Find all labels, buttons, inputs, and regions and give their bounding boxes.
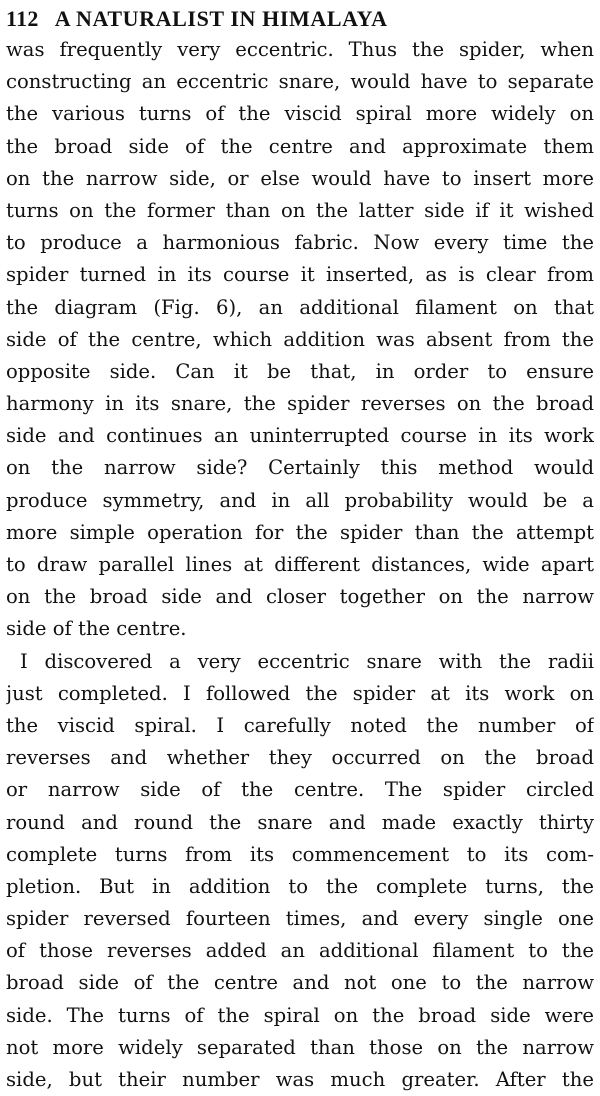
text-line: side of the centre. bbox=[6, 617, 187, 641]
text-line: just completed. I followed the spider at its work on bbox=[6, 681, 594, 705]
running-title: A NATURALIST IN HIMALAYA bbox=[54, 6, 388, 31]
text-line: on the broad side and closer together on the narrow bbox=[6, 585, 594, 609]
text-line: harmony in its snare, the spider reverses on the broad bbox=[6, 392, 594, 416]
text-line: to produce a harmonious fabric. Now every time the bbox=[6, 231, 594, 255]
text-line: side of the centre, which addition was absent from the bbox=[6, 327, 594, 351]
text-line: more simple operation for the spider than the attempt bbox=[6, 520, 594, 544]
text-line: the broad side of the centre and approximate them bbox=[6, 134, 594, 158]
text-line: was frequently very eccentric. Thus the spider, when bbox=[6, 38, 594, 61]
text-line: broad side of the centre and not one to the narrow bbox=[6, 971, 594, 995]
text-line: opposite side. Can it be that, in order to ensure bbox=[6, 359, 594, 383]
text-line: pletion. But in addition to the complete turns, the bbox=[6, 874, 594, 898]
text-line: not more widely separated than those on the narrow bbox=[6, 1035, 594, 1059]
text-line: on the narrow side, or else would have to insert more bbox=[6, 166, 594, 190]
page-number: 112 bbox=[6, 6, 39, 31]
text-line: side. The turns of the spiral on the broad side were bbox=[6, 1003, 594, 1027]
text-line: on the narrow side? Certainly this method would bbox=[6, 456, 594, 480]
paragraph bbox=[6, 646, 594, 1096]
text-line: produce symmetry, and in all probability would be a bbox=[6, 488, 594, 512]
body-text bbox=[6, 34, 594, 1096]
text-line: the diagram (Fig. 6), an additional filament on that bbox=[6, 295, 594, 319]
text-line: side and continues an uninterrupted course in its work bbox=[6, 424, 594, 448]
text-line: to draw parallel lines at different distances, wide apart bbox=[6, 553, 594, 576]
text-line: of those reverses added an additional filament to the bbox=[6, 939, 594, 963]
text-line: side, but their number was much greater. After the bbox=[6, 1068, 594, 1091]
paragraph bbox=[6, 34, 594, 646]
running-head bbox=[6, 0, 594, 34]
text-line: turns on the former than on the latter side if it wished bbox=[6, 198, 594, 222]
text-line: round and round the snare and made exactly thirty bbox=[6, 810, 594, 834]
text-line: complete turns from its commencement to its com- bbox=[6, 842, 594, 866]
text-line: spider reversed fourteen times, and every single one bbox=[6, 907, 594, 931]
text-line: the viscid spiral. I carefully noted the number of bbox=[6, 713, 594, 737]
text-line: spider turned in its course it inserted, as is clear from bbox=[6, 263, 594, 287]
text-line: I discovered a very eccentric snare with the radii bbox=[20, 649, 594, 673]
text-line: the various turns of the viscid spiral more widely on bbox=[6, 102, 594, 126]
text-line: constructing an eccentric snare, would have to separate bbox=[6, 70, 594, 94]
text-line: reverses and whether they occurred on the broad bbox=[6, 746, 594, 770]
text-line: or narrow side of the centre. The spider circled bbox=[6, 778, 594, 802]
